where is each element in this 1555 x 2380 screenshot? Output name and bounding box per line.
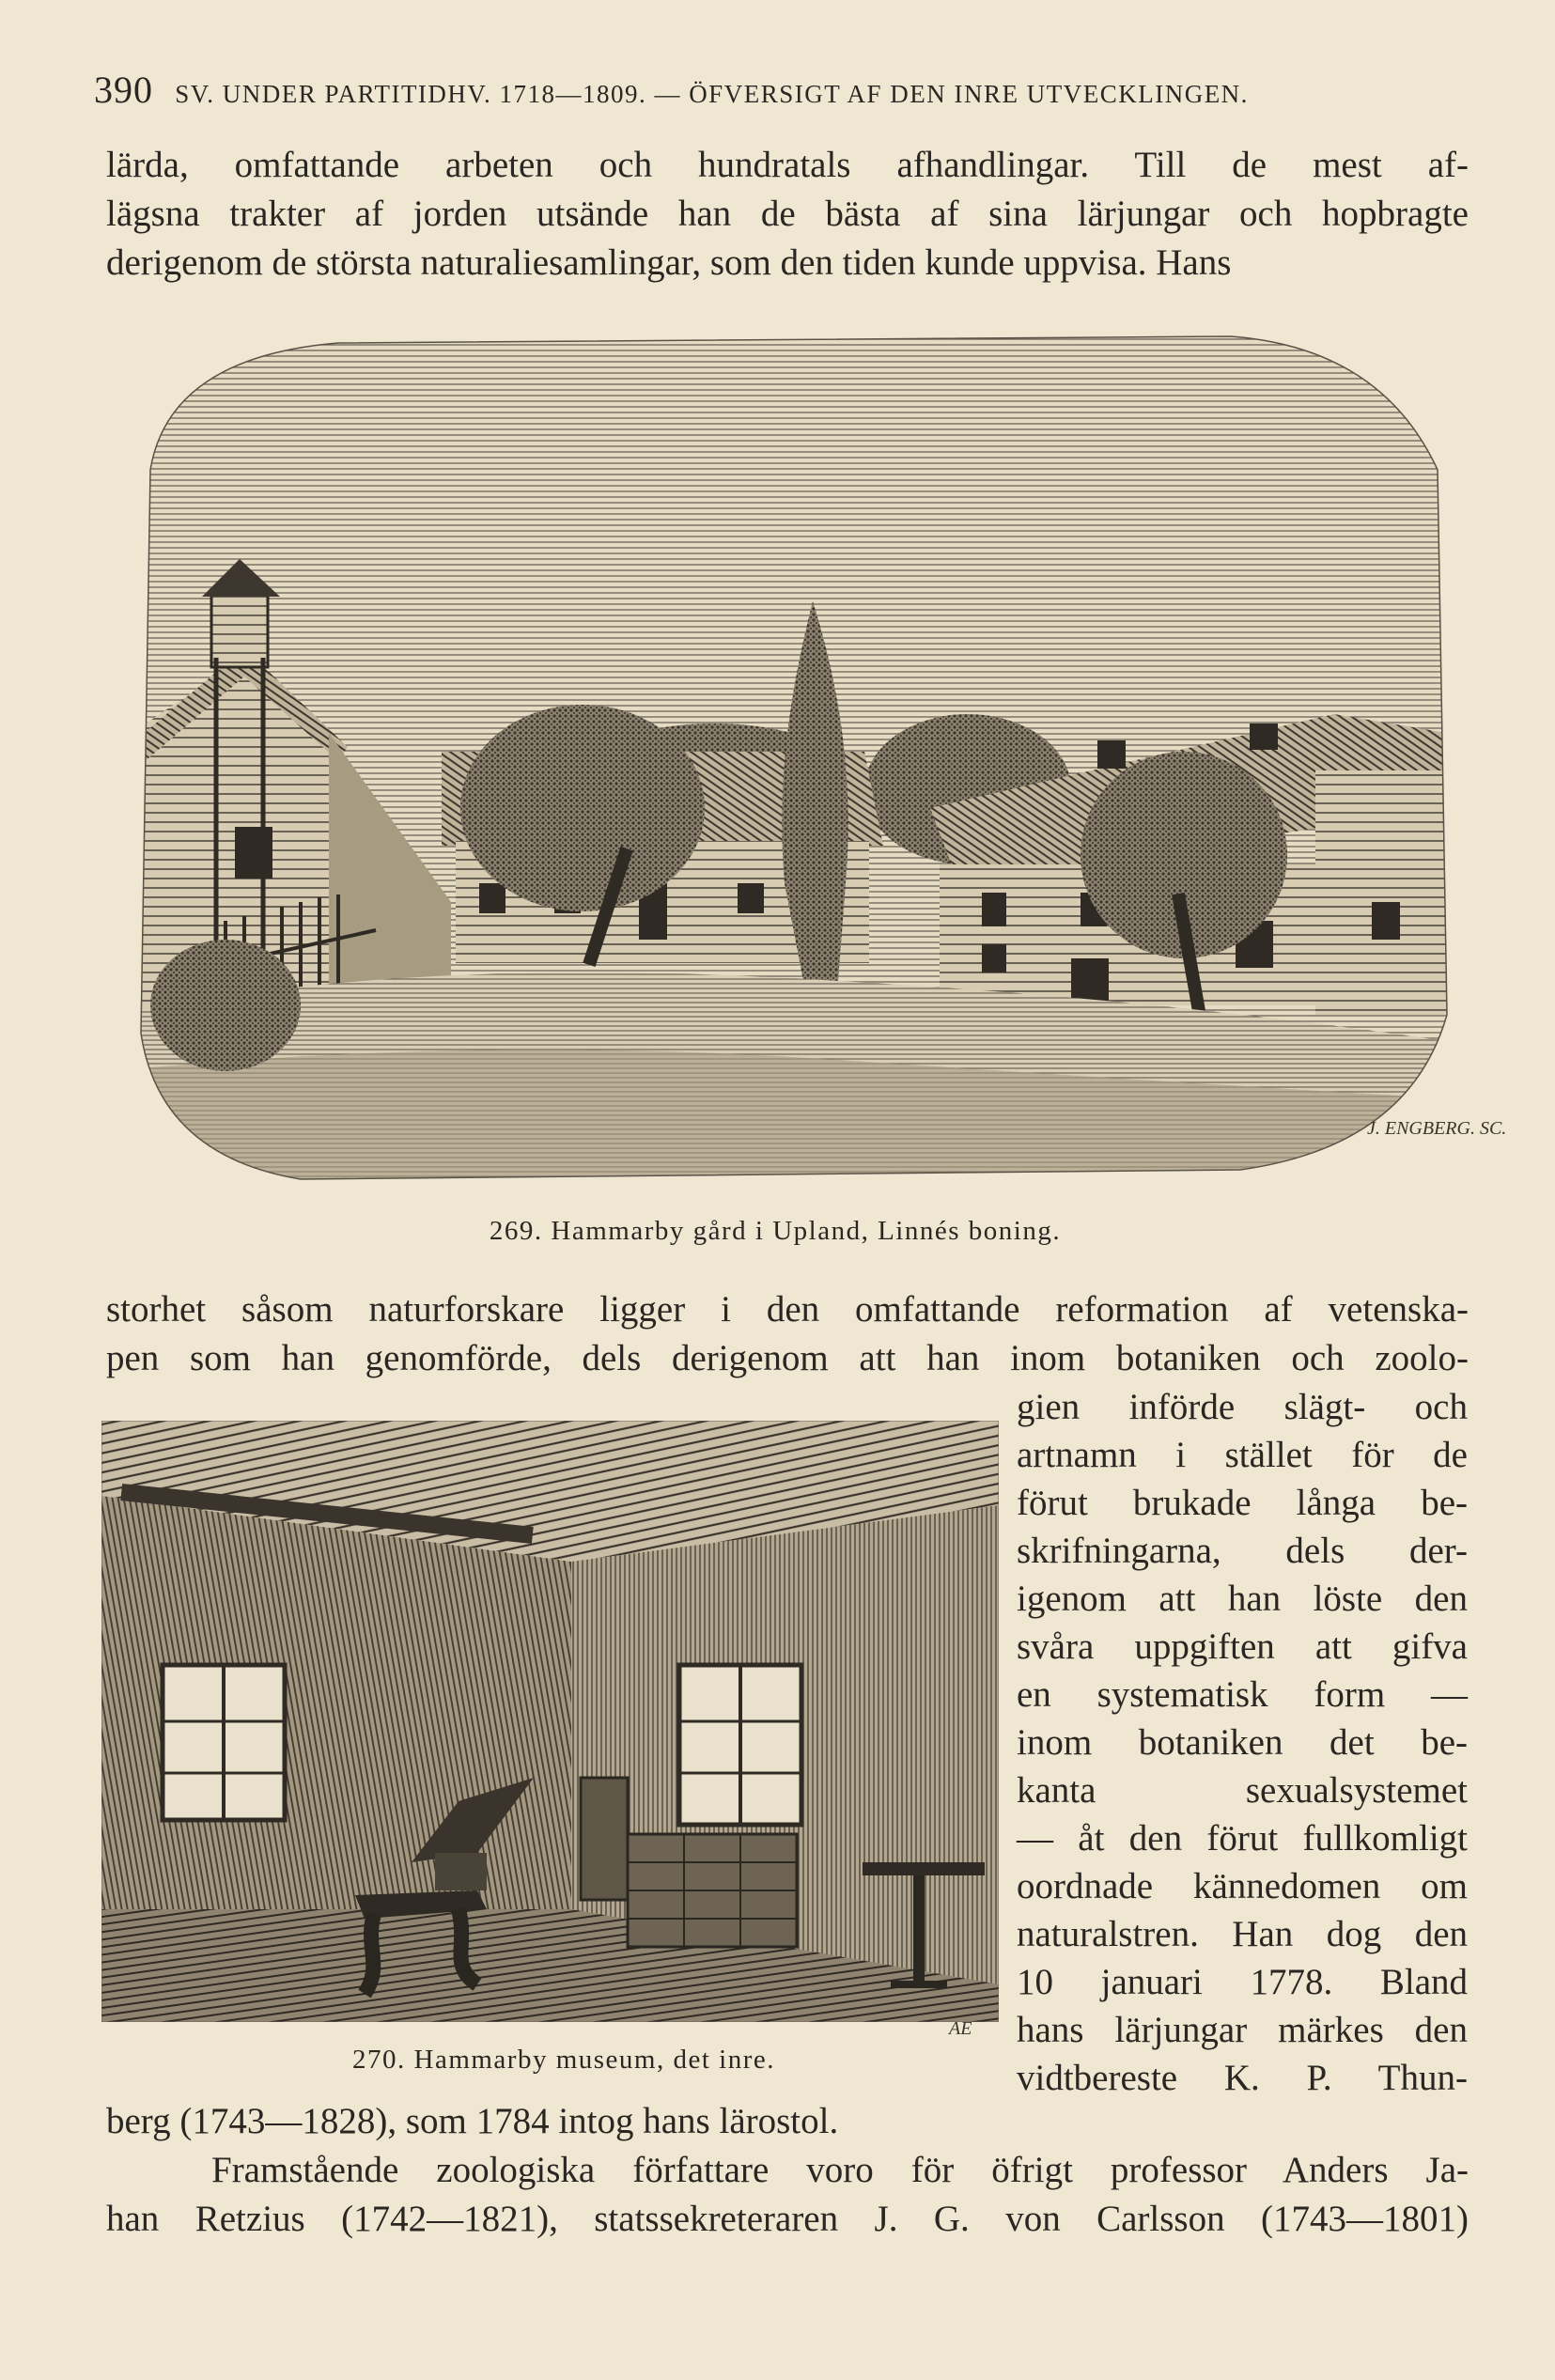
body-line: berg (1743—1828), som 1784 intog hans lärostol. bbox=[106, 2101, 839, 2141]
column-line: oordnade kännedomen om bbox=[1017, 1866, 1468, 1906]
engraver-signature: AE bbox=[949, 2018, 972, 2039]
column-line: förut brukade långa be- bbox=[1017, 1483, 1468, 1523]
body-line: lärda, omfattande arbeten och hundratals afhandlingar. Till de mest af- bbox=[106, 145, 1469, 185]
engraver-signature: J. ENGBERG. SC. bbox=[1367, 1118, 1507, 1139]
column-line: artnamn i stället för de bbox=[1017, 1435, 1468, 1475]
page-number: 390 bbox=[94, 69, 153, 111]
body-line: derigenom de största naturaliesamlingar, som den tiden kunde uppvisa. Hans bbox=[106, 242, 1232, 283]
body-line: han Retzius (1742—1821), statssekreteraren J. G. von Carlsson (1743—1801) bbox=[106, 2199, 1469, 2239]
column-line: naturalstren. Han dog den bbox=[1017, 1914, 1468, 1954]
body-line: storhet såsom naturforskare ligger i den omfattande reformation af vetenska- bbox=[106, 1289, 1469, 1330]
column-line: svåra uppgiften att gifva bbox=[1017, 1626, 1468, 1667]
column-line: gien införde slägt- och bbox=[1017, 1387, 1468, 1427]
column-line: — åt den förut fullkomligt bbox=[1017, 1818, 1468, 1859]
column-line: igenom att han löste den bbox=[1017, 1579, 1468, 1619]
figure-caption: 270. Hammarby museum, det inre. bbox=[352, 2045, 775, 2075]
body-line: Framstående zoologiska författare voro för öfrigt professor Anders Ja- bbox=[211, 2150, 1469, 2190]
column-line: skrifningarna, dels der- bbox=[1017, 1531, 1468, 1571]
engraving-hammarby-farm bbox=[113, 319, 1458, 1184]
running-title: SV. UNDER PARTITIDHV. 1718—1809. — ÖFVERSIGT AF DEN INRE UTVECKLINGEN. bbox=[175, 80, 1249, 108]
column-line: en systematisk form — bbox=[1017, 1674, 1468, 1715]
column-line: hans lärjungar märkes den bbox=[1017, 2010, 1468, 2050]
body-line: pen som han genomförde, dels derigenom att han inom botaniken och zoolo- bbox=[106, 1338, 1469, 1378]
column-line: inom botaniken det be- bbox=[1017, 1722, 1468, 1763]
column-line: 10 januari 1778. Bland bbox=[1017, 1962, 1468, 2002]
figure-caption: 269. Hammarby gård i Upland, Linnés boning. bbox=[489, 1216, 1062, 1246]
column-line: vidtbereste K. P. Thun- bbox=[1017, 2058, 1468, 2098]
engraving-hammarby-museum-interior bbox=[101, 1421, 999, 2022]
running-header bbox=[94, 68, 1447, 112]
body-line: lägsna trakter af jorden utsände han de bästa af sina lärjungar och hopbragte bbox=[106, 194, 1469, 234]
column-line: kanta sexualsystemet bbox=[1017, 1770, 1468, 1811]
